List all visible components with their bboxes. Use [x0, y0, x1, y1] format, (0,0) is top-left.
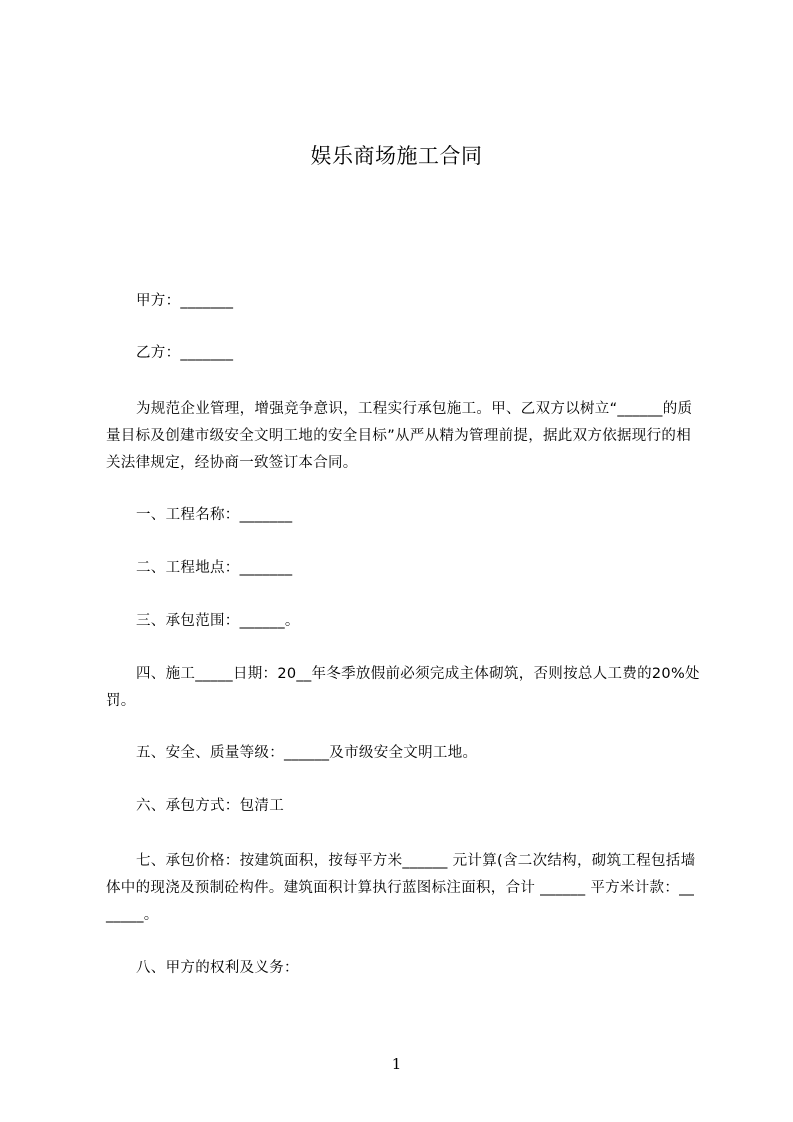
party-b-line: 乙方：_______	[136, 345, 234, 361]
preamble-paragraph: 为规范企业管理，增强竞争意识，工程实行承包施工。甲、乙双方以树立“______的质量目标及创建市级安全文明工地的安全目标”从严从精为管理前提，据此双方依据现行的相关法律规定，经协商一致签订本合同。	[106, 401, 693, 471]
clause-construction-date: 四、施工_____日期：20__年冬季放假前必须完成主体砌筑，否则按总人工费的20%处罚。	[106, 666, 700, 709]
clause-contract-scope: 三、承包范围：______。	[136, 613, 300, 629]
page-number: 1	[391, 1055, 402, 1073]
party-a-line: 甲方：_______	[136, 293, 234, 309]
clause-contract-price: 七、承包价格：按建筑面积，按每平方米______ 元计算(含二次结构，砌筑工程包括墙体中的现浇及预制砼构件。建筑面积计算执行蓝图标注面积，合计 ______ 平方米计款：_______。	[106, 853, 696, 923]
clause-contract-method: 六、承包方式：包清工	[136, 798, 284, 814]
document-title: 娱乐商场施工合同	[310, 144, 483, 168]
clause-party-a-rights: 八、甲方的权利及义务：	[136, 960, 299, 976]
clause-project-location: 二、工程地点：_______	[136, 560, 293, 576]
clause-project-name: 一、工程名称：_______	[136, 507, 293, 523]
clause-safety-quality: 五、安全、质量等级：______及市级安全文明工地。	[136, 745, 478, 761]
